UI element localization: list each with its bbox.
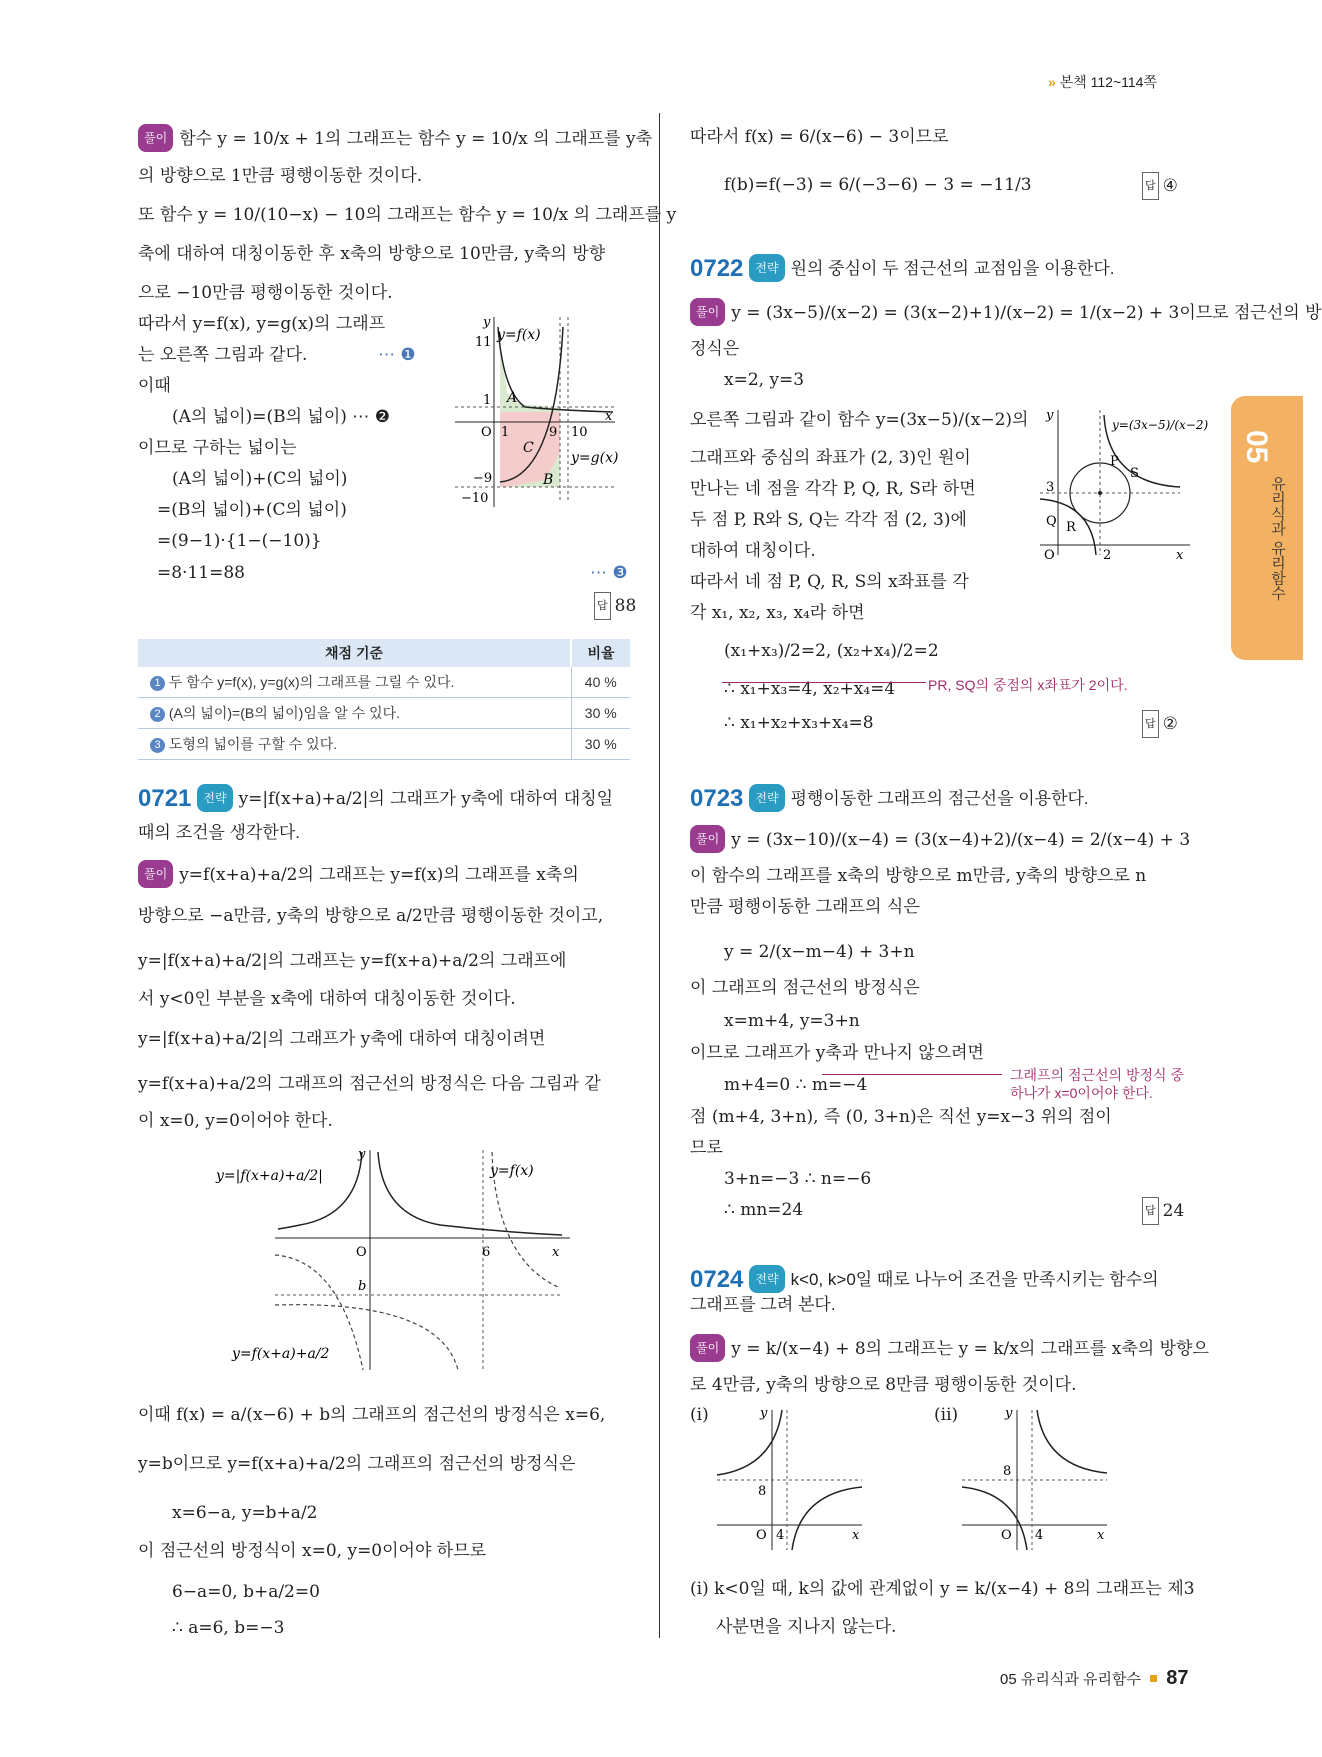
step-marker: ⋯ ❸ (590, 563, 628, 583)
sol-line: (i) k<0일 때, k의 값에 관계없이 y = k/(x−4) + 8의 그래프는 제3 (690, 1579, 1195, 1599)
problem-0724-head: 0724 전략 k<0, k>0일 때로 나누어 조건을 만족시키는 함수의 (690, 1266, 1159, 1293)
svg-text:Q: Q (1046, 514, 1057, 529)
svg-text:x: x (1176, 548, 1184, 563)
sol-line: 방향으로 −a만큼, y축의 방향으로 a/2만큼 평행이동한 것이고, (138, 906, 604, 926)
sol-line: 이 함수의 그래프를 x축의 방향으로 m만큼, y축의 방향으로 n (690, 866, 1147, 886)
sol-line: (x₁+x₃)/2=2, (x₂+x₄)/2=2 (724, 641, 939, 661)
tick: 1 (483, 393, 492, 408)
svg-text:P: P (1110, 454, 1119, 469)
strategy-badge: 전략 (749, 784, 784, 812)
svg-text:x: x (1097, 1528, 1105, 1543)
svg-text:x: x (852, 1528, 860, 1543)
answer: 답 ② (1142, 710, 1178, 738)
sol-line: 이 x=0, y=0이어야 한다. (138, 1111, 333, 1131)
sol-line: 그래프와 중심의 좌표가 (2, 3)인 원이 (690, 448, 971, 468)
answer-icon: 답 (1142, 710, 1159, 738)
sol-line: 풀이 y=f(x+a)+a/2의 그래프는 y=f(x)의 그래프를 x축의 (138, 860, 579, 888)
sol-line: ∴ mn=24 (724, 1200, 804, 1220)
svg-text:y=(3x−5)/(x−2): y=(3x−5)/(x−2) (1112, 418, 1209, 432)
sol-line: =(B의 넓이)+(C의 넓이) (157, 500, 347, 520)
axis-x: x (552, 1245, 560, 1260)
problem-0721-head: 0721 전략 y=|f(x+a)+a/2|의 그래프가 y축에 대하여 대칭일 (138, 785, 614, 812)
svg-text:S: S (1130, 466, 1139, 481)
sol-line: f(b)=f(−3) = 6/(−3−6) − 3 = −11/3 (724, 175, 1032, 195)
svg-text:y: y (760, 1406, 768, 1421)
svg-text:O: O (1044, 548, 1055, 563)
tick: 10 (571, 425, 588, 440)
sol-line: 이므로 그래프가 y축과 만나지 않으려면 (690, 1043, 984, 1063)
note: 하나가 x=0이어야 한다. (1010, 1085, 1153, 1101)
label-shift: y=f(x+a)+a/2 (232, 1346, 330, 1362)
sol-line: 따라서 f(x) = 6/(x−6) − 3이므로 (690, 127, 949, 147)
tick: 9 (549, 425, 558, 440)
graph-fx-gx (445, 312, 625, 512)
sol-line: y = 2/(x−m−4) + 3+n (724, 942, 915, 962)
solution-badge: 풀이 (690, 825, 725, 853)
note: 그래프의 점근선의 방정식 중 (1010, 1067, 1184, 1083)
sol-line: 이므로 구하는 넓이는 (138, 438, 297, 458)
axis-y: y (358, 1147, 366, 1162)
strategy-badge: 전략 (197, 784, 232, 812)
sol-line: 이때 (138, 376, 171, 396)
sol-line: 6−a=0, b+a/2=0 (172, 1582, 320, 1602)
label-fx: y=f(x) (490, 1163, 534, 1179)
sol-line: (A의 넓이)+(C의 넓이) (172, 469, 348, 489)
table-row: 1 두 함수 y=f(x), y=g(x)의 그래프를 그릴 수 있다. 40 % (138, 667, 630, 698)
sol-line: x=2, y=3 (724, 370, 805, 390)
label-c: C (523, 440, 534, 456)
answer-icon: 답 (1142, 1197, 1159, 1225)
note-bracket (722, 668, 926, 683)
answer-icon: 답 (594, 592, 611, 620)
axis-y: y (483, 315, 491, 330)
strategy-badge: 전략 (749, 254, 784, 282)
origin: O (481, 425, 492, 440)
sol-line: 따라서 y=f(x), y=g(x)의 그래프 (138, 314, 386, 334)
square-icon (1150, 1675, 1157, 1682)
sol-line: (A의 넓이)=(B의 넓이) ⋯ ❷ (172, 407, 390, 427)
tick: 1 (501, 425, 510, 440)
sol-line: 이 점근선의 방정식이 x=0, y=0이어야 하므로 (138, 1541, 487, 1561)
sol-line: 따라서 네 점 P, Q, R, S의 x좌표를 각 (690, 572, 969, 592)
double-chevron-icon: » (1048, 74, 1056, 90)
footer-chapter: 05 유리식과 유리함수 (1000, 1671, 1141, 1688)
label-a: A (507, 390, 518, 406)
sol-line: 3+n=−3 ∴ n=−6 (724, 1169, 872, 1189)
tick: b (358, 1279, 367, 1294)
sol-line: 각 x₁, x₂, x₃, x₄라 하면 (690, 603, 865, 623)
label-b: B (543, 472, 554, 488)
sol-line: 풀이 y = (3x−5)/(x−2) = (3(x−2)+1)/(x−2) = 1/(x−2) + 3이므로 점근선의 방 (690, 298, 1322, 326)
sol-line: 사분면을 지나지 않는다. (716, 1617, 897, 1637)
sol-line: 대하여 대칭이다. (690, 541, 816, 561)
svg-text:y: y (1005, 1406, 1013, 1421)
header-ref: » 본책 112~114쪽 (1048, 74, 1157, 90)
curve-abs (278, 1152, 362, 1229)
note: PR, SQ의 중점의 x좌표가 2이다. (928, 677, 1128, 693)
column-divider (659, 113, 660, 1638)
sol-line: 축에 대하여 대칭이동한 후 x축의 방향으로 10만큼, y축의 방향 (138, 244, 606, 264)
answer: 답 24 (1142, 1197, 1184, 1225)
sol-line: =8·11=88 (157, 563, 245, 583)
solution-badge: 풀이 (138, 860, 173, 888)
graph-0721 (200, 1140, 580, 1380)
sol-line: 점 (m+4, 3+n), 즉 (0, 3+n)은 직선 y=x−3 위의 점이 (690, 1107, 1112, 1127)
sol-line: y=b이므로 y=f(x+a)+a/2의 그래프의 점근선의 방정식은 (138, 1454, 576, 1474)
sol-line: 만나는 네 점을 각각 P, Q, R, S라 하면 (690, 479, 976, 499)
sol-line: ∴ x₁+x₂+x₃+x₄=8 (724, 713, 874, 733)
step-marker: ⋯ ❶ (378, 345, 416, 365)
axis-x: x (605, 409, 613, 424)
tick: −10 (461, 491, 489, 506)
case-label: (i) (690, 1405, 709, 1425)
graph-0724-ii (957, 1405, 1117, 1555)
svg-text:O: O (756, 1528, 767, 1543)
strategy-line: 때의 조건을 생각한다. (138, 823, 300, 842)
side-tab (1231, 396, 1303, 660)
sol-line: m+4=0 ∴ m=−4 (724, 1075, 868, 1095)
sol-line: ∴ a=6, b=−3 (172, 1618, 285, 1638)
sol-line: 의 방향으로 1만큼 평행이동한 것이다. (138, 166, 423, 186)
sol-line: 풀이 y = (3x−10)/(x−4) = (3(x−4)+2)/(x−4) = 2/(x−4) + 3 (690, 825, 1190, 853)
answer-icon: 답 (1142, 172, 1159, 200)
tick: 11 (475, 335, 492, 350)
side-tab-title: 유리식과 유리함수 (1269, 476, 1286, 601)
label-gx: y=g(x) (571, 450, 619, 466)
footer (1000, 1667, 1189, 1690)
sol-line: 또 함수 y = 10/(10−x) − 10의 그래프는 함수 y = 10/x 의 그래프를 y (138, 205, 677, 225)
sol-line: 서 y<0인 부분을 x축에 대하여 대칭이동한 것이다. (138, 989, 516, 1009)
sol-line: y=f(x+a)+a/2의 그래프의 점근선의 방정식은 다음 그림과 같 (138, 1074, 601, 1094)
table-row: 3 도형의 넓이를 구할 수 있다. 30 % (138, 729, 630, 760)
solution-badge: 풀이 (138, 124, 173, 152)
problem-0722-head: 0722 전략 원의 중심이 두 점근선의 교점임을 이용한다. (690, 255, 1115, 282)
table-header: 비율 (571, 639, 630, 667)
svg-text:8: 8 (758, 1484, 767, 1499)
svg-text:4: 4 (1035, 1528, 1044, 1543)
answer: 답 88 (594, 592, 636, 620)
svg-text:y: y (1046, 408, 1054, 423)
label-fx: y=f(x) (497, 327, 541, 343)
sol-line: 으로 −10만큼 평행이동한 것이다. (138, 283, 393, 303)
svg-text:4: 4 (776, 1528, 785, 1543)
graph-0724-i (712, 1405, 872, 1555)
sol-line: 이때 f(x) = a/(x−6) + b의 그래프의 점근선의 방정식은 x=6, (138, 1405, 606, 1425)
graph-0722 (1030, 405, 1209, 565)
case-label: (ii) (934, 1405, 959, 1425)
answer: 답 ④ (1142, 172, 1178, 200)
sol-line: 이 그래프의 점근선의 방정식은 (690, 978, 920, 998)
sol-line: ∴ x₁+x₃=4, x₂+x₄=4 (724, 679, 896, 699)
sol-line: y=|f(x+a)+a/2|의 그래프는 y=f(x+a)+a/2의 그래프에 (138, 951, 567, 971)
sol-line: 오른쪽 그림과 같이 함수 y=(3x−5)/(x−2)의 (690, 410, 1029, 430)
sol-line: 두 점 P, R와 S, Q는 각각 점 (2, 3)에 (690, 510, 967, 530)
label-abs: y=|f(x+a)+a/2| (216, 1168, 323, 1184)
sol-line: =(9−1)·{1−(−10)} (157, 531, 322, 551)
page-number: 87 (1166, 1667, 1189, 1689)
strategy-badge: 전략 (749, 1265, 784, 1293)
sol-line: 풀이 y = k/(x−4) + 8의 그래프는 y = k/x의 그래프를 x축의 방향으 (690, 1334, 1209, 1362)
svg-text:R: R (1066, 520, 1076, 535)
sol-line: 만큼 평행이동한 그래프의 식은 (690, 897, 920, 917)
svg-text:3: 3 (1046, 480, 1055, 495)
sol-line: y=|f(x+a)+a/2|의 그래프가 y축에 대하여 대칭이려면 (138, 1029, 546, 1049)
sol-line: 풀이 함수 y = 10/x + 1의 그래프는 함수 y = 10/x 의 그래프를 y축 (138, 124, 652, 152)
solution-badge: 풀이 (690, 1334, 725, 1362)
sol-line: x=m+4, y=3+n (724, 1011, 860, 1031)
svg-text:2: 2 (1103, 548, 1112, 563)
strategy-line: 그래프를 그려 본다. (690, 1295, 836, 1314)
sol-line: x=6−a, y=b+a/2 (172, 1503, 318, 1523)
scoring-table (138, 639, 630, 760)
sol-line: 는 오른쪽 그림과 같다. (138, 345, 308, 365)
origin: O (356, 1245, 367, 1260)
sol-line: 로 4만큼, y축의 방향으로 8만큼 평행이동한 것이다. (690, 1375, 1077, 1395)
sol-line: 정식은 (690, 339, 740, 359)
tick: 6 (482, 1245, 491, 1260)
tick: −9 (473, 471, 493, 486)
table-header: 채점 기준 (138, 639, 571, 667)
svg-text:O: O (1001, 1528, 1012, 1543)
problem-0723-head: 0723 전략 평행이동한 그래프의 점근선을 이용한다. (690, 785, 1089, 812)
table-row: 2 (A의 넓이)=(B의 넓이)임을 알 수 있다. 30 % (138, 698, 630, 729)
side-tab-number: 05 (1240, 430, 1273, 464)
sol-line: 므로 (690, 1138, 723, 1158)
curve-abs (378, 1152, 562, 1235)
svg-text:8: 8 (1003, 1464, 1012, 1479)
solution-badge: 풀이 (690, 298, 725, 326)
